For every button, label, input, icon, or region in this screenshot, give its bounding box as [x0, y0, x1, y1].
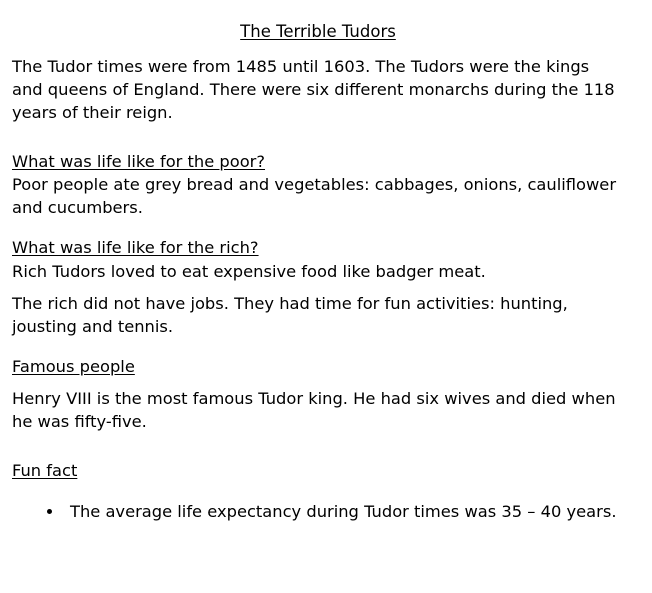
paragraph-spacer [12, 283, 624, 292]
section-heading-famous-wrap [12, 355, 624, 378]
intro-paragraph: The Tudor times were from 1485 until 1603. The Tudors were the kings and queens of England. There were six different monarchs during the 118 years of their reign. [12, 56, 615, 122]
section-poor-paragraph-1: Poor people ate grey bread and vegetables: cabbages, onions, cauliflower and cucumbers. [12, 175, 617, 218]
section-spacer [12, 124, 624, 150]
section-rich-paragraph-1: Rich Tudors loved to eat expensive food like badger meat. [12, 261, 486, 281]
section-heading-famous: Famous people [12, 357, 135, 377]
section-heading-poor: What was life like for the poor? [12, 152, 266, 172]
section-heading-funfact: Fun fact [12, 461, 78, 481]
paragraph-spacer [12, 378, 624, 387]
section-famous-paragraph-1: Henry VIII is the most famous Tudor king. He had six wives and died when he was fifty-five. [12, 389, 616, 432]
section-heading-rich: What was life like for the rich? [12, 238, 259, 258]
section-heading-funfact-wrap [12, 459, 624, 482]
page-title: The Terrible Tudors [240, 22, 396, 41]
section-spacer [12, 219, 624, 236]
section-spacer [12, 338, 624, 355]
list-item: • The average life expectancy during Tudor times was 35 – 40 years. [64, 500, 624, 523]
section-heading-poor-wrap [12, 150, 624, 173]
section-spacer [12, 433, 624, 459]
section-rich-paragraph-2: The rich did not have jobs. They had time for fun activities: hunting, jousting and tennis. [12, 293, 568, 336]
paragraph-spacer [12, 483, 624, 500]
funfact-bullet-list [12, 500, 624, 523]
section-heading-rich-wrap [12, 236, 624, 259]
